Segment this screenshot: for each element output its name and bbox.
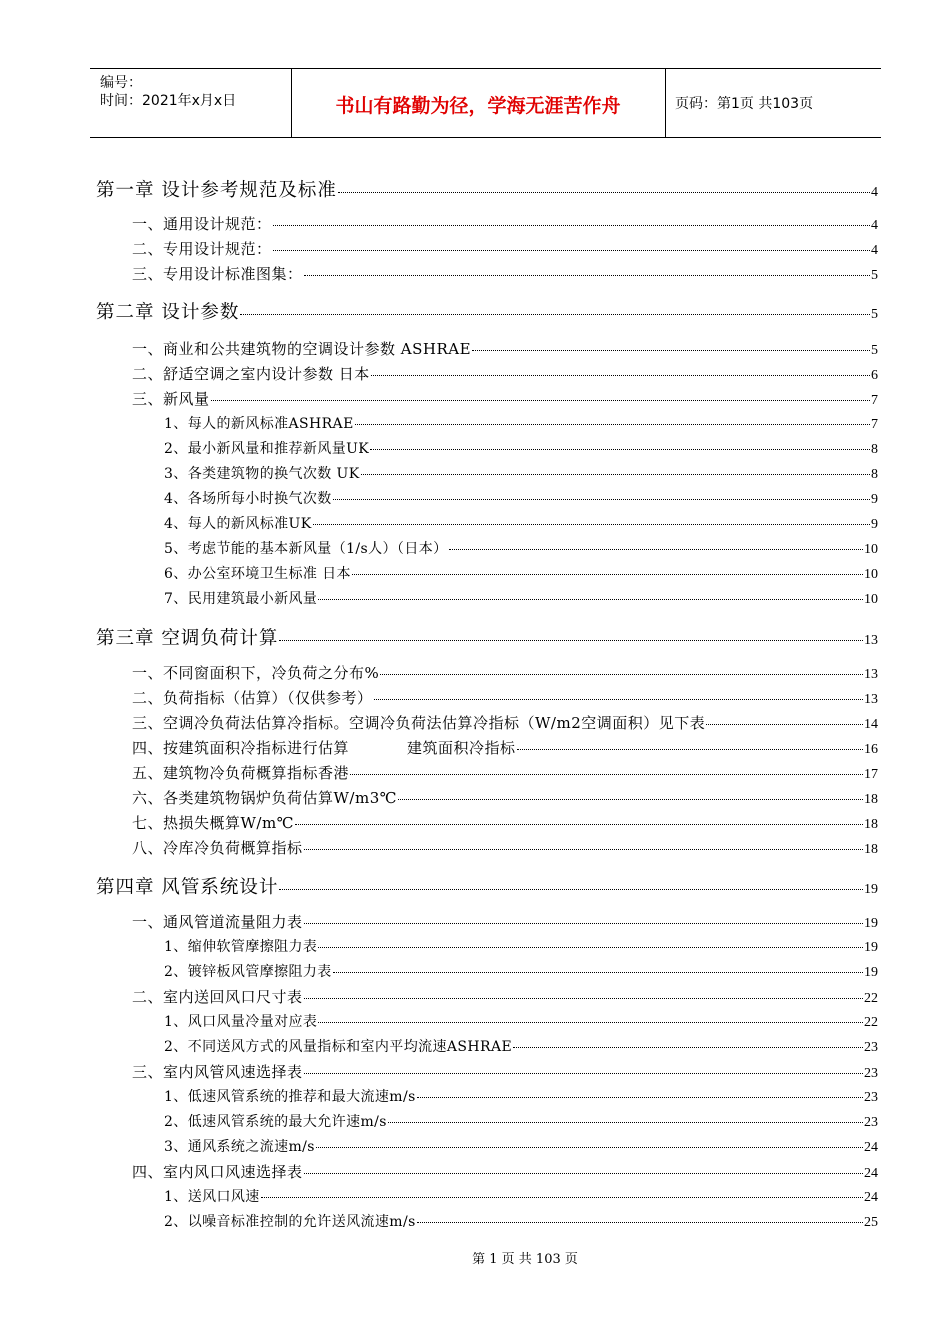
toc-entry-title: 一、商业和公共建筑物的空调设计参数 ASHRAE [132, 340, 472, 358]
toc-entry-title: 1、低速风管系统的推荐和最大流速m/s [164, 1089, 416, 1105]
toc-entry-page: 4 [871, 185, 878, 200]
toc-entry-page: 4 [871, 218, 878, 233]
toc-entry-page: 19 [864, 965, 878, 980]
page-header [90, 68, 881, 138]
toc-entry-page: 5 [871, 268, 878, 283]
toc-entry-title: 第二章 设计参数 [96, 302, 240, 323]
toc-leader-dots [318, 1022, 863, 1023]
header-time-label: 时间：2021年x月x日 [100, 93, 237, 109]
toc-entry-title: 一、通用设计规范： [132, 215, 272, 233]
toc-entry-title: 2、以噪音标准控制的允许送风流速m/s [164, 1214, 416, 1230]
toc-entry-title: 二、专用设计规范： [132, 240, 272, 258]
toc-entry[interactable] [96, 812, 878, 833]
toc-entry-title: 1、缩伸软管摩擦阻力表 [164, 939, 318, 955]
toc-entry[interactable] [96, 1161, 878, 1182]
toc-entry[interactable] [96, 463, 878, 483]
toc-entry-title: 1、风口风量冷量对应表 [164, 1014, 318, 1030]
toc-entry-title: 1、每人的新风标准ASHRAE [164, 416, 354, 432]
toc-entry-title: 6、办公室环境卫生标准 日本 [164, 566, 351, 582]
toc-entry-page: 23 [864, 1115, 878, 1130]
toc-entry[interactable] [96, 986, 878, 1007]
toc-entry[interactable] [96, 961, 878, 981]
toc-entry-title: 三、专用设计标准图集： [132, 265, 303, 283]
toc-entry[interactable] [96, 787, 878, 808]
toc-leader-dots [374, 699, 863, 700]
toc-entry-title: 二、负荷指标（估算）（仅供参考） [132, 689, 373, 707]
toc-entry-page: 25 [864, 1215, 878, 1230]
toc-entry-title: 一、不同窗面积下，冷负荷之分布% [132, 664, 380, 682]
header-meta [100, 74, 236, 110]
toc-leader-dots [304, 275, 870, 276]
toc-entry[interactable] [96, 263, 878, 284]
toc-leader-dots [304, 849, 863, 850]
toc-entry-page: 24 [864, 1166, 878, 1181]
toc-entry-page: 7 [871, 417, 878, 432]
toc-entry-title: 第三章 空调负荷计算 [96, 628, 279, 649]
toc-entry-title: 5、考虑节能的基本新风量（1/s人）（日本） [164, 541, 448, 557]
toc-entry[interactable] [96, 624, 878, 650]
toc-entry[interactable] [96, 936, 878, 956]
toc-entry[interactable] [96, 662, 878, 683]
header-page-info: 页码：第1页 共103页 [675, 96, 814, 112]
toc-entry-page: 18 [864, 817, 878, 832]
toc-entry-title: 4、每人的新风标准UK [164, 516, 312, 532]
toc-entry[interactable] [96, 687, 878, 708]
toc-leader-dots [388, 1122, 863, 1123]
toc-entry[interactable] [96, 1136, 878, 1156]
toc-entry-title: 第四章 风管系统设计 [96, 877, 279, 898]
toc-leader-dots [273, 250, 870, 251]
toc-leader-dots [352, 574, 863, 575]
toc-entry-page: 17 [864, 767, 878, 782]
toc-entry[interactable] [96, 837, 878, 858]
toc-entry-page: 24 [864, 1140, 878, 1155]
toc-entry-page: 9 [871, 492, 878, 507]
toc-entry-title: 六、各类建筑物锅炉负荷估算W/m3℃ [132, 789, 398, 807]
toc-entry[interactable] [96, 712, 878, 733]
toc-entry-title: 四、按建筑面积冷指标进行估算 [132, 739, 350, 757]
toc-entry-title: 4、各场所每小时换气次数 [164, 491, 332, 507]
toc-entry[interactable] [96, 1061, 878, 1082]
toc-entry-page: 19 [864, 916, 878, 931]
toc-entry-page: 23 [864, 1040, 878, 1055]
toc-entry[interactable] [96, 413, 878, 433]
toc-entry-page: 6 [871, 368, 878, 383]
toc-leader-dots [370, 449, 870, 450]
toc-entry-page: 13 [864, 667, 878, 682]
toc-leader-dots [279, 640, 863, 641]
toc-leader-dots [304, 1173, 863, 1174]
toc-entry-page: 22 [864, 991, 878, 1006]
toc-entry[interactable] [96, 488, 878, 508]
toc-entry-extra: 建筑面积冷指标 [407, 739, 516, 757]
toc-leader-dots [318, 599, 863, 600]
toc-entry[interactable] [96, 1186, 878, 1206]
toc-entry-page: 5 [871, 343, 878, 358]
toc-entry-title: 一、通风管道流量阻力表 [132, 913, 303, 931]
toc-entry[interactable] [96, 238, 878, 259]
toc-entry-title: 五、建筑物冷负荷概算指标香港 [132, 764, 350, 782]
toc-entry[interactable] [96, 762, 878, 783]
toc-leader-dots [449, 549, 863, 550]
toc-entry-page: 13 [864, 692, 878, 707]
toc-leader-dots [380, 674, 863, 675]
toc-entry-page: 16 [864, 742, 878, 757]
toc-entry-title: 三、室内风管风速选择表 [132, 1063, 303, 1081]
toc-entry[interactable] [96, 737, 878, 758]
toc-leader-dots [417, 1097, 863, 1098]
toc-entry-page: 23 [864, 1066, 878, 1081]
toc-entry-page: 13 [864, 633, 878, 648]
toc-entry-title: 3、通风系统之流速m/s [164, 1139, 315, 1155]
toc-entry-title: 2、低速风管系统的最大允许速m/s [164, 1114, 387, 1130]
toc-leader-dots [371, 375, 870, 376]
toc-entry[interactable] [96, 513, 878, 533]
toc-leader-dots [333, 972, 863, 973]
toc-entry-title: 四、室内风口风速选择表 [132, 1163, 303, 1181]
toc-entry[interactable] [96, 588, 878, 608]
toc-entry-title: 八、冷库冷负荷概算指标 [132, 839, 303, 857]
toc-entry[interactable] [96, 563, 878, 583]
toc-entry[interactable] [96, 1086, 878, 1106]
toc-entry-page: 8 [871, 442, 878, 457]
toc-leader-dots [706, 724, 863, 725]
toc-entry-title: 2、最小新风量和推荐新风量UK [164, 441, 370, 457]
toc-entry-page: 23 [864, 1090, 878, 1105]
toc-entry[interactable] [96, 438, 878, 458]
toc-entry[interactable] [96, 363, 878, 384]
toc-leader-dots [318, 947, 863, 948]
header-motto: 书山有路勤为径，学海无涯苦作舟 [335, 95, 621, 117]
toc-entry[interactable] [96, 538, 878, 558]
toc-entry-title: 1、送风口风速 [164, 1189, 260, 1205]
toc-entry-title: 2、不同送风方式的风量指标和室内平均流速ASHRAE [164, 1039, 513, 1055]
header-number-label: 编号： [100, 75, 142, 91]
toc-entry-page: 8 [871, 467, 878, 482]
toc-entry-title: 二、室内送回风口尺寸表 [132, 988, 303, 1006]
toc-leader-dots [304, 923, 863, 924]
toc-entry[interactable] [96, 1011, 878, 1031]
toc-entry[interactable] [96, 338, 878, 359]
toc-leader-dots [333, 499, 870, 500]
toc-leader-dots [361, 474, 870, 475]
toc-entry-title: 7、民用建筑最小新风量 [164, 591, 318, 607]
toc-entry-page: 18 [864, 792, 878, 807]
toc-leader-dots [295, 824, 863, 825]
toc-entry-title: 第一章 设计参考规范及标准 [96, 180, 337, 201]
toc-entry-page: 22 [864, 1015, 878, 1030]
toc-entry-title: 3、各类建筑物的换气次数 UK [164, 466, 360, 482]
toc-leader-dots [261, 1197, 863, 1198]
page-footer: 第 1 页 共 103 页 [472, 1252, 578, 1267]
toc-leader-dots [316, 1147, 863, 1148]
toc-leader-dots [304, 1073, 863, 1074]
toc-leader-dots [313, 524, 870, 525]
toc-entry[interactable] [96, 388, 878, 409]
toc-leader-dots [273, 225, 870, 226]
toc-leader-dots [472, 350, 870, 351]
toc-entry-title: 七、热损失概算W/m℃ [132, 814, 294, 832]
toc-leader-dots [304, 998, 863, 999]
toc-leader-dots [517, 749, 863, 750]
toc-entry[interactable] [96, 1036, 878, 1056]
toc-leader-dots [513, 1047, 863, 1048]
toc-entry[interactable] [96, 176, 878, 202]
toc-entry-page: 19 [864, 940, 878, 955]
toc-entry-page: 18 [864, 842, 878, 857]
toc-entry[interactable] [96, 873, 878, 899]
toc-leader-dots [350, 774, 863, 775]
toc-entry-page: 24 [864, 1190, 878, 1205]
toc-entry-page: 10 [864, 567, 878, 582]
toc-entry[interactable] [96, 298, 878, 324]
toc-entry-page: 9 [871, 517, 878, 532]
toc-entry-title: 二、舒适空调之室内设计参数 日本 [132, 365, 370, 383]
toc-entry-page: 19 [864, 882, 878, 897]
toc-leader-dots [398, 799, 863, 800]
toc-entry-page: 10 [864, 542, 878, 557]
toc-entry[interactable] [96, 911, 878, 932]
toc-entry-page: 14 [864, 717, 878, 732]
toc-entry-title: 2、镀锌板风管摩擦阻力表 [164, 964, 332, 980]
toc-entry[interactable] [96, 213, 878, 234]
toc-leader-dots [279, 889, 863, 890]
toc-entry-page: 7 [871, 393, 878, 408]
toc-leader-dots [417, 1222, 863, 1223]
toc-entry-page: 10 [864, 592, 878, 607]
toc-entry-page: 5 [871, 307, 878, 322]
toc-entry[interactable] [96, 1211, 878, 1231]
toc-entry-page: 4 [871, 243, 878, 258]
header-divider [665, 69, 666, 137]
toc-entry-title: 三、新风量 [132, 390, 210, 408]
toc-leader-dots [240, 314, 870, 315]
toc-entry-title: 三、空调冷负荷法估算冷指标。空调冷负荷法估算冷指标（W/m2空调面积）见下表 [132, 714, 706, 732]
toc-leader-dots [338, 192, 870, 193]
toc-entry[interactable] [96, 1111, 878, 1131]
toc-leader-dots [211, 400, 870, 401]
toc-leader-dots [355, 424, 870, 425]
